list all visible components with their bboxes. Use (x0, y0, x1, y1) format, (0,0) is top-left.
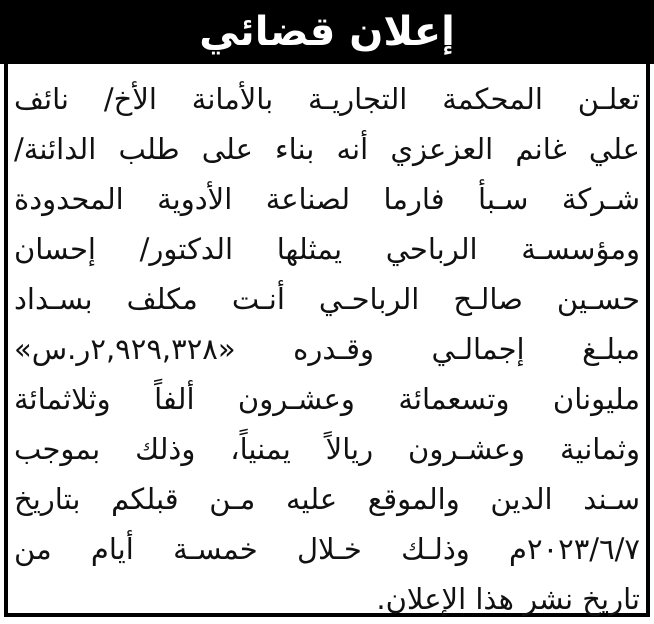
notice-line: تعلـن المحكمة التجاريـة بالأمانة الأخ/ نائف (14, 82, 640, 116)
notice-line: وثمانية وعشـرون ريالاً يمنياً، وذلك بموجب (14, 432, 640, 466)
notice-line: مليونان وتسعمائة وعشـرون ألفاً وثلاثمائة (14, 382, 640, 416)
title-banner (0, 0, 654, 64)
notice-title: إعلان قضائي (199, 9, 455, 55)
notice-line: ٢٠٢٣/٦/٧م وذلـك خـلال خمسـة أيام من (14, 532, 640, 566)
notice-line: مبلـغ إجمالـي وقـدره «٢,٩٢٩,٣٢٨ر.س» (14, 332, 640, 366)
notice-line: سـند الدين والموقع عليه مـن قبلكم بتاريخ (14, 482, 640, 516)
notice-line: تاريخ نشر هذا الإعلان. (376, 582, 640, 616)
notice-body (14, 74, 640, 624)
notice-line: ومؤسسـة الرباحي يمثلها الدكتور/ إحسان (14, 232, 640, 266)
notice-line: حسـين صالـح الرباحـي أنـت مكلف بسـداد (14, 282, 640, 316)
notice-line: شـركة سـبأ فارما لصناعة الأدوية المحدودة (14, 182, 640, 216)
notice-line: علي غانم العزعزي أنه بناء على طلب الدائنة/ (14, 132, 640, 166)
